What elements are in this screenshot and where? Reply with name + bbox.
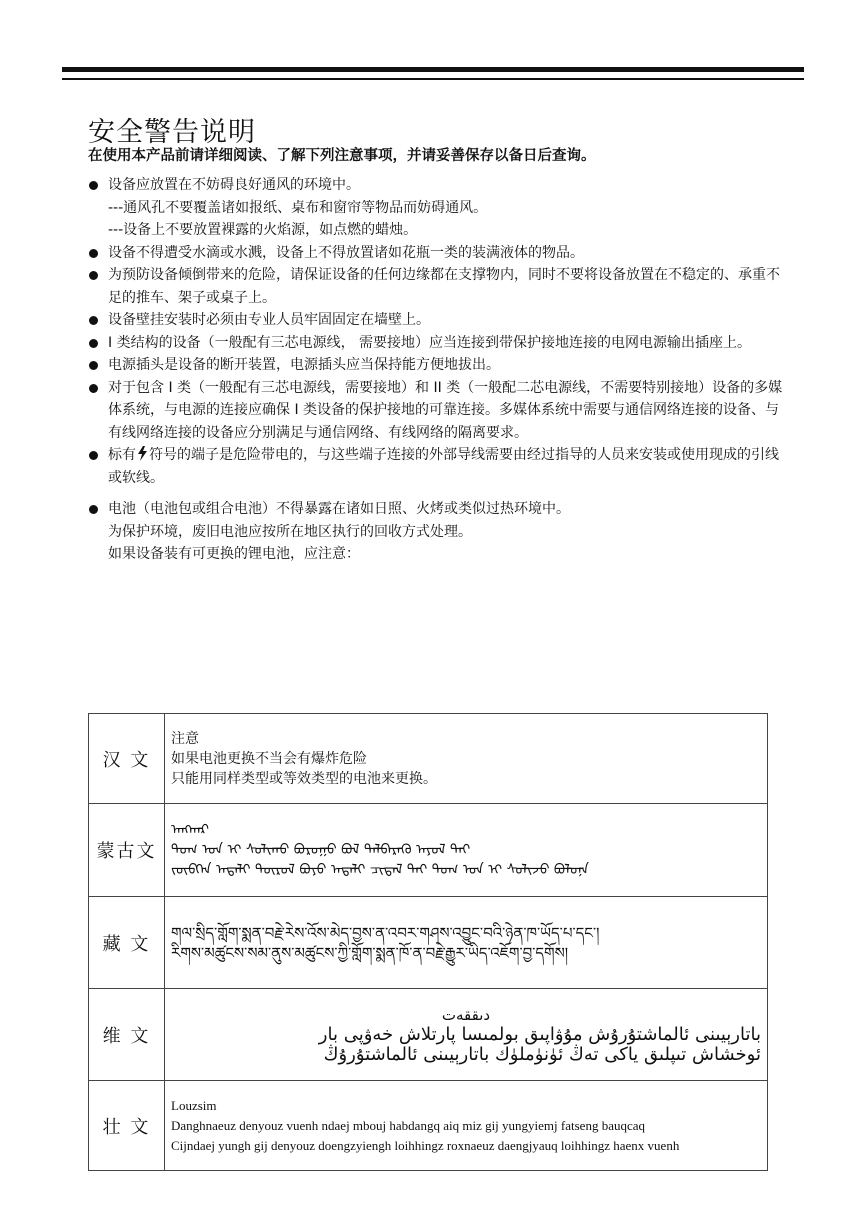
warning-text-tibetan bbox=[165, 897, 768, 989]
warning-text-zhuang bbox=[165, 1081, 768, 1171]
warning-list bbox=[88, 174, 788, 566]
warning-subitem: ---设备上不要放置裸露的火焰源，如点燃的蜡烛。 bbox=[108, 222, 418, 238]
language-name-tibetan: 藏 文 bbox=[89, 897, 165, 989]
warning-item: 对于包含 I 类（一般配有三芯电源线，需要接地）和 II 类（一般配二芯电源线，不需要特别接地）设备的多媒体系统，与电源的连接应确保 I 类设备的保护接地的可靠连接。多媒体系统中需要与通信网络连接的设备、与有线网络连接的设备应分别满足与通信网络、有线网络的隔离要求。 bbox=[88, 377, 788, 445]
zhuang-line: Danghnaeuz denyouz vuenh ndaej mbouj habdangq aiq miz gij yungyiemj fatseng bauqcaq bbox=[171, 1117, 645, 1133]
lightning-bolt-icon bbox=[138, 446, 147, 461]
warning-item: 为预防设备倾倒带来的危险，请保证设备的任何边缘都在支撑物内，同时不要将设备放置在不稳定的、承重不足的推车、架子或桌子上。 bbox=[88, 264, 788, 309]
symbol-item-prefix: 标有 bbox=[108, 447, 136, 463]
symbol-item-text: 符号的端子是危险带电的，与这些端子连接的外部导线需要由经过指导的人员来安装或使用现成的引线或软线。 bbox=[108, 447, 779, 486]
tibetan-line: གལ་སྲིད་གློག་སྨན་བརྗེ་རེས་འོས་མེད་བྱས་ན་འབར་གཤས་འབྱུང་བའི་ཉེན་ཁ་ཡོད་པ་དང་། bbox=[171, 923, 600, 942]
zhuang-line: Cijndaej yungh gij denyouz doengzyiengh loihhingz roxnaeuz daengjyauq loihhingz haenx vuenh bbox=[171, 1137, 680, 1153]
chinese-line: 如果电池更换不当会有爆炸危险 bbox=[171, 750, 367, 767]
mongolian-line: ᠠᠩᠬᠠᠷ bbox=[171, 822, 209, 838]
language-name-mongolian: 蒙古文 bbox=[89, 804, 165, 897]
tibetan-line: རིགས་མཚུངས་སམ་ནུས་མཚུངས་ཀྱི་གློག་སྨན་ཁོ་ན་བརྗེ་རྒྱུར་ཡིད་འཇོག་བྱ་དགོས། bbox=[171, 943, 569, 962]
table-row-tibetan bbox=[89, 897, 768, 989]
uyghur-line: باتارېيىنى ئالماشتۇرۇش مۇۋاپىق بولمىسا پارتلاش خەۋپى بار bbox=[318, 1023, 761, 1045]
warning-item-symbol bbox=[88, 444, 788, 489]
warning-item: 设备不得遭受水滴或水溅，设备上不得放置诸如花瓶一类的装满液体的物品。 bbox=[88, 242, 788, 265]
warning-text-mongolian bbox=[165, 804, 768, 897]
page-title: 安全警告说明 bbox=[88, 117, 256, 149]
chinese-line: 注意 bbox=[171, 730, 199, 747]
zhuang-line: Louzsim bbox=[171, 1097, 217, 1113]
chinese-line: 只能用同样类型或等效类型的电池来更换。 bbox=[171, 770, 437, 787]
warning-text-uyghur bbox=[165, 989, 768, 1081]
multilingual-warning-table bbox=[88, 713, 768, 1171]
language-name-zhuang: 壮 文 bbox=[89, 1081, 165, 1171]
warning-subitem: ---通风孔不要覆盖诸如报纸、桌布和窗帘等物品而妨碍通风。 bbox=[108, 199, 488, 216]
warning-item-battery: 电池（电池包或组合电池）不得暴露在诸如日照、火烤或类似过热环境中。 bbox=[88, 498, 788, 521]
table-row-chinese bbox=[89, 714, 768, 804]
language-name-chinese: 汉 文 bbox=[89, 714, 165, 804]
warning-item: 电源插头是设备的断开装置，电源插头应当保持能方便地拔出。 bbox=[88, 354, 788, 377]
uyghur-line: دىققەت bbox=[441, 1005, 491, 1024]
header-thin-rule bbox=[62, 78, 804, 80]
table-row-uyghur bbox=[89, 989, 768, 1081]
header-thick-rule bbox=[62, 67, 804, 72]
table-row-zhuang bbox=[89, 1081, 768, 1171]
uyghur-line: ئوخشاش تىپلىق ياكى تەڭ ئۈنۈملۈك باتارېيىنى ئالماشتۇرۇڭ bbox=[323, 1043, 761, 1065]
mongolian-line: ᠵᠥᠪᠬᠡᠨ ᠠᠳᠠᠯᠢ ᠲᠥᠷᠥᠯ ᠪᠤᠶᠤ ᠠᠳᠠᠯᠢ ᠴᠢᠳᠠᠯ ᠲᠠᠢ ᠲᠣᠭ ᠣᠨ ᠢ ᠰᠣᠯᠢᠵᠤ ᠪᠣᠯᠤᠨᠠ bbox=[171, 862, 589, 878]
table-row-mongolian bbox=[89, 804, 768, 897]
warning-item: 设备壁挂安装时必须由专业人员牢固固定在墙壁上。 bbox=[88, 309, 788, 332]
warning-item: 设备应放置在不妨碍良好通风的环境中。 bbox=[88, 174, 788, 197]
battery-recycle-text: 为保护环境，废旧电池应按所在地区执行的回收方式处理。 bbox=[108, 523, 472, 540]
battery-lithium-text: 如果设备装有可更换的锂电池，应注意： bbox=[108, 546, 360, 562]
warning-item: I 类结构的设备（一般配有三芯电源线， 需要接地）应当连接到带保护接地连接的电网电源输出插座上。 bbox=[88, 332, 788, 355]
mongolian-line: ᠲᠣᠭ ᠣᠨ ᠢ ᠰᠣᠯᠢᠬᠤ ᠪᠤᠷᠤᠭᠤ ᠪᠣᠯ ᠳᠡᠯᠪᠡᠷᠡᠬᠦ ᠠᠶᠤᠯ ᠲᠠᠢ bbox=[171, 842, 471, 858]
warning-text-chinese bbox=[165, 714, 768, 804]
intro-text: 在使用本产品前请详细阅读、了解下列注意事项，并请妥善保存以备日后查询。 bbox=[88, 148, 596, 164]
language-name-uyghur: 维 文 bbox=[89, 989, 165, 1081]
